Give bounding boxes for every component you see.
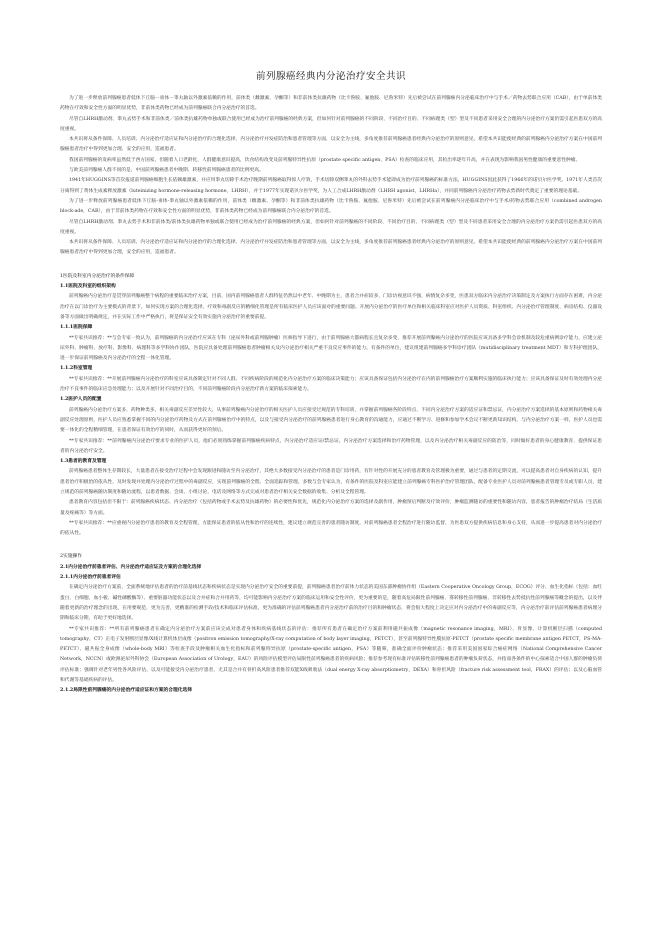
section-2-1-1-paragraph: 在确定内分泌治疗方案前，全面系统地评估患者的治疗前基线状态和疾病状态是实现内分泌治疗安全的重要前提，前列腺癌患者治疗前体力状态的美国东部肿瘤协作组（Eastern Cooperative Oncology Group，ECOG）评分、血生化指标（包括：血红蛋白、白细胞、血小板、碱性磷酸酶等）、重要脏器功能状态以及合并症和合并用药等，均可能影响内分泌治疗方案的临床运用和安全性评价，更为重要的是，随着高危局限性前列腺癌、寡转移性前列腺癌、非转移性去势抵抗性前列腺癌等概念的提出，以及伴随着更新的治疗理念的出现，在用要规范，更为完善，更精准的检测手段/技术和临床评估标准，更为准确的评估前列腺癌患者内分泌治疗前的治疗目的和肿瘤状态，将会很大程度上决定应对内分泌治疗中的毒副反应等，内分泌治疗前评估前列腺癌患者病理分期和临床分期，有助于更好地选择。 xyxy=(60,585,602,622)
document-title: 前列腺癌经典内分泌治疗安全共识 xyxy=(255,71,406,82)
section-1-3-paragraph: **专家共识推荐：**应重视内分泌治疗患者的教育及全程管理，方能保证患者的依从性和治疗的连续性，建议建立规范完善的患者随访制度，对前列腺癌患者全程治疗进行随访监督，为医患双方提供疾病信息和身心支持，从而进一步提高患者对内分泌治疗的依从性。 xyxy=(60,520,602,537)
section-1-1-paragraph: 前列腺癌内分泌治疗是贯穿前列腺癌整个病程的重要临床治疗方案，目前，国内前列腺癌患者人群特征仍然以中老年、中晚期为主，患者合并症较多，门诊访视意识不强，病情复杂多变，医患双方临床内分泌治疗决策制定及方案执行方面存在困难，内分泌治疗在以门诊治疗为主要模式的背景下，如何实现方案的合理化选择，疗效和毒副反应的精细化管理是所有临床医护人员应该面对的重要问题。开展内分泌治疗的医疗单位和相关临床科室应对医护人员资质、科室组织、内分泌治疗管理制度、病房结构、仪器设备等方面做出明确规定，并在实际工作中严格执行，将是保证安全有效实施内分泌治疗的重要前提。 xyxy=(60,294,602,320)
intro-paragraph: 尽管自LHRH激动剂、睾丸去势手术和非前体类/前体类抗雄药物单独或联合使用已经成为治疗前列腺癌的经典方案，但如何针对前列腺癌的不同阶段、不同治疗目的、不同病理类（型）型及不同患者采用安全合理的内分泌治疗方案仍需引起医患双方的高度重视。 xyxy=(60,219,602,235)
section-1-2-paragraph: 前列腺癌内分泌治疗方案多，药物种类多，相关毒副反应差异性较大，从事前列腺癌内分泌治疗的相关医护人员应接受过规范的专科培训，并掌握前列腺癌各阶段特点、不同内分泌治疗方案的适应证和禁忌证，内分泌治疗方案选择的基本原则和药物相关毒副反应处理原则，医护人员应熟悉掌握不同的内分泌治疗药物及方式在前列腺癌治疗中的特点，以及与接受内分泌治疗的前列腺癌患者进行身心教育的沟通能力，应通过不断学习、进修和参加学术会议不断更新知识结构，与内分泌治疗方案一样，医护人员也需要一体化的全程精细管理，在患者保证有效治疗的同时，从而获得更好的预后。 xyxy=(60,407,602,434)
section-1-3-heading: 1.3患者的教育及管理 xyxy=(60,459,107,465)
intro-paragraph: 与欧美前列腺癌人群不同的是，中国前列腺癌患者中晚期、转移性前列腺癌患者的比例更高。 xyxy=(69,168,264,174)
intro-paragraph: 1941年HUGGINS等首次报道前列腺癌细胞生长依赖雄激素，并应用睾丸切除手术治疗晚期前列腺癌取得惊人疗效，手术切除双侧睾丸的外科去势手术能即成为治疗前列腺癌的标准方法，HUGGINS因此获得了1966年的诺贝尔医学奖。1971年人类首次分离得到了黄体生成素释放激素（luteinizing hormone-releasing hormone，LHRH），并于1977年实现诺贝尔医学奖，为人工合成LHRH激动剂（LHRH agonist，LHRHa），并同前列腺癌内分泌治疗药物去势新时代奠定了重要的理论基础。 xyxy=(60,178,602,194)
section-2-1-1-heading: 2.1.1内分泌治疗前患者评估 xyxy=(60,575,121,581)
intro-paragraph: 本共识将从条件保障、人员培训、内分泌治疗适应证和内分泌治疗的合理化选择、内分泌治疗并发症防治和患者管理等方面，以安全为主线，多角度推荐前列腺癌患者经典内分泌治疗的原则意见，希望本共识能使经典的前列腺癌内分泌治疗方案在中国前列腺癌患者治疗中得到更加合理，安全的应用，造福患者。 xyxy=(60,240,602,256)
intro-paragraph: 本共识将从条件保障、人员培训、内分泌治疗适应证和内分泌治疗的合理化选择、内分泌治疗并发症防治和患者管理等方面，以安全为主线，多角度推荐前列腺癌患者经典内分泌治疗的原则意见，希望本共识能使经典的前列腺癌内分泌治疗方案在中国前列腺癌患者治疗中得到更加合理、安全的应用，造福患者。 xyxy=(60,137,602,153)
section-2-1-1-paragraph: **专家共识推荐：**所有前列腺癌患者在确定内分泌治疗方案前应该完成对患者身体和疾病基线状态的评估：推荐所有患者在确定治疗方案前利用磁共振成像（magnetic resonance imaging，MRI）、骨显像、计算机断层扫描（computed tomography，CT）正电子发射断层显像/X线计算机体层成像（positron emission tomography/X-ray computation of body layer imaging，PETCT），甚至前列腺特异性膜抗原-PETCT（prostate specific membrane antigen PETCT，PS-MA-PETCT）、磁共振全身成像（whole-body MRI）等检查手段及肿瘤相关血生化指标和前列腺特异抗原（prostate-specific antigen，PSA）等随筛，准确全面评价肿瘤状态；推荐采用美国国家综合癌症网络（National Comprehensive Cancer Network，NCCN）或欧洲泌尿外科协会（European Association of Urology，EAU）的风险评估模型评估局限性前列腺癌患者的疾病风险；推荐参考现有标准评估转移性前列腺癌患者的肿瘤负荷状态，并指南各条件的中心探索适合中国人群的肿瘤负荷评估标准；强调针对老年男性各风险评估，以及可能接受内分泌治疗患者，尤其是合并有骨折高风险患者推荐双能X线吸收法（dual energy X-ray absorptiometry，DEXA）和骨折风险（fracture risk assessment tool，FRAX）的评估；以及心脑血管和代谢等基础疾病的评估。 xyxy=(60,626,602,684)
section-1-1-2-paragraph: **专家共识推荐：**开展前列腺癌内分泌治疗的科室应该具备制定针对不同人群、不同疾病阶段的规范化内分泌治疗方案的临床决策能力；应该具备保证包括内分泌治疗在内的前列腺癌治疗方案顺利实施的临床执行能力；应该具备保证及时有效处理内分泌治疗不良事件的临床应急处理能力；以及开展针对不同治疗目的，不同前列腺癌阶段内分泌治疗新方案的临床探索能力。 xyxy=(60,376,602,393)
section-1-1-2-heading: 1.1.2科室管理 xyxy=(60,366,93,372)
intro-paragraph: 尽管自LHRH激动剂、睾丸去势手术和非前体类／前体类抗雄药物单独或联合使用已经成为治疗前列腺癌的经典方案，但如何针对前列腺癌的不同阶段、不同治疗目的、不同病理类（型）型及不同患者采用安全合理的内分泌治疗方案仍需引起医患双方的高度重视。 xyxy=(60,116,602,132)
section-1-1-heading: 1.1医院及科室的组织架构 xyxy=(60,284,116,290)
intro-section xyxy=(60,94,602,259)
section-1-heading: 1医院及科室内分泌治疗的条件保障 xyxy=(60,273,135,279)
section-1-3-paragraph: 前列腺癌患者整体生存期较长，大量患者在接受治疗过程中会发现跟进和随访至内分泌治疗，其绝大多数接受内分泌治疗的患者是门诊用药，有针对性的开展充分的患者教育及管理极为重要，通过与患者的定期交流，可以提高患者对自身疾病的认知，提升患者治疗积极治的依从性，及时发现并处理内分泌治疗过程中的毒副反应，实现前列腺癌的全程、全面追踪和管理。多数与会专家认为，有条件的医院及科室应能建立前列腺癌专科医护治疗管理团队，配备专业医护人员对前列腺癌患者管理专员或专职人员，建立规范的前列腺癌随访制度和随访流程，以患者数据、会谈、小组讨论、电话及网络等方式完成对患者治疗相关安全数据的收集、分析及全程管理。 xyxy=(60,469,602,495)
section-2-1-2-heading: 2.1.2局限性前列腺癌的内分泌治疗适应证和方案的合理化选择 xyxy=(60,688,192,694)
section-2-heading: 2实施操作 xyxy=(60,554,83,560)
section-1-2-paragraph: **专家共识推荐：**前列腺癌内分泌治疗要求专业的医护人员，他们必须熟练掌握前列腺癌疾病特点，内分泌治疗适应证/禁忌证，内分泌治疗方案选择和治疗药物管理，以及内分泌治疗相关毒副反应的防治等，同时做好患者的身心健康教育、提供保证患者的内分泌治疗安全。 xyxy=(60,438,602,454)
intro-paragraph: 为了进一步释放前列腺癌患者低体下丘脑-垂体-睾丸轴以外激素依赖的作用，前体类（雌激素、孕酮等）和非前体类抗雄药物（比卡鲁胺、氟他胺、尼鲁米特）先后被尝试在前列腺癌内分泌临床治疗中与手术/药物去势联合应用（combined androgen block-ade，CAB），由于非前体类药物在疗效和安全性方面的明显优势，非前体类药物已经成为前列腺癌联合内分泌治疗的首选。 xyxy=(60,198,602,215)
section-1-3-paragraph: 患者教育内容包括但不限于：前列腺癌疾病状态、内分泌治疗（包括药物或手术去势及抗雄药物）的必要性和优先，规范化内分泌治疗方案的选择及副作用，肿瘤预后判断及疗效评价，肿瘤监测随访的重要性和随访内容，患者报告的肿瘤治疗结局（生活质量及疼痛等）等方面。 xyxy=(60,500,602,516)
intro-paragraph: 为了进一步释放前列腺癌患者低体下丘脑－垂体－睾丸轴以外激素依赖的作用，前体类（雌激素、孕酮等）和非前体类抗雄药物（比卡鲁胺、氟他胺、尼鲁米特）先后被尝试在前列腺癌内分泌临床治疗中与手术／药物去势联合应用（CAB），由于单前体类药物在疗效和安全性方面的明显优势，非前体类药物已经成为前列腺癌联合内分泌治疗的首选。 xyxy=(60,96,602,112)
intro-paragraph: 我国前列腺癌的发病率虽然低于西方国家，但随着人口老龄化，人群健康意识提高，饮食结构改变及前列腺特异性抗原（prostate specific antigen，PSA）检查的临床应用，其检出率逐年升高，并在表现为影响我国男性健康的重要恶性肿瘤。 xyxy=(69,157,581,163)
section-1-1-1-heading: 1.1.1医院保障 xyxy=(60,325,93,331)
section-1-2-heading: 1.2医护人员的配置 xyxy=(60,397,102,403)
section-1-1-1-paragraph: **专家共识推荐：**与会专家一致认为，前列腺癌的内分泌治疗应该在专科（泌尿外科或前列腺肿瘤）医师指导下进行，由于前列腺癌大都病程长且复杂多变，推荐开展前列腺癌内分泌治疗的医院应该具备多学科会诊机制及较危重病例诊疗能力，应建立泌尿外科、肿瘤科、放疗科、影像科、病理科等多学科协作团队，医院应具备处理前列腺癌患者肿瘤相关及内分泌治疗相关严重不良反应事件的能力。有条件的单位，建议组建前列腺癌多学科诊疗团队（mutidisciplinary treatment MDT）和专科护理团队，进一步保证前列腺癌及内分泌治疗的全程一体化管理。 xyxy=(60,335,602,362)
section-2-1-heading: 2.1内分泌治疗前患者评估、内分泌治疗适应证及方案的合理化选择 xyxy=(60,564,202,570)
